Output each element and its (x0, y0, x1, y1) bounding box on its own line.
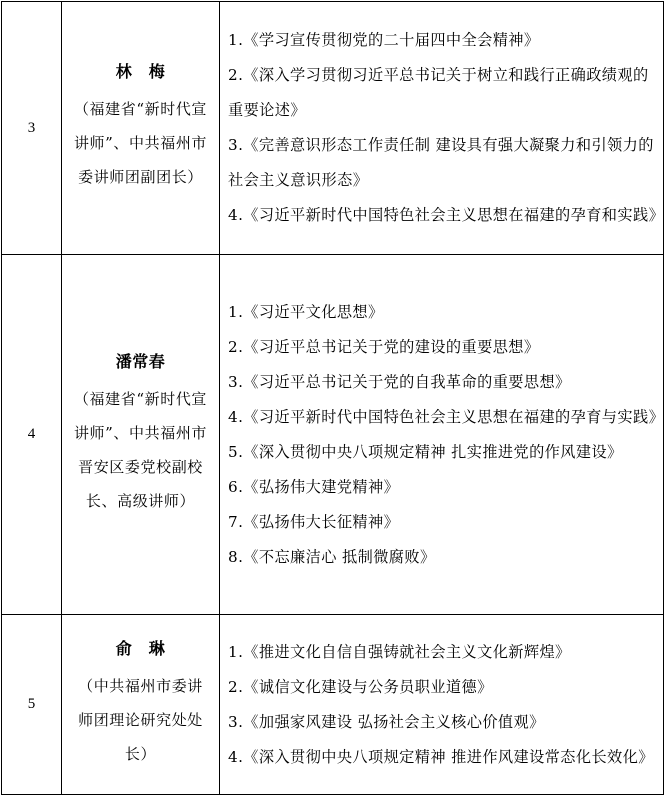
topic-item: 4.《习近平新时代中国特色社会主义思想在福建的孕育和实践》 (228, 206, 665, 224)
topics-cell (220, 2, 664, 255)
topic-item: 6.《弘扬伟大建党精神》 (228, 477, 400, 496)
topic-item: 2.《习近平总书记关于党的建设的重要思想》 (228, 337, 540, 356)
topic-item: 1.《习近平文化思想》 (228, 302, 384, 321)
lecturer-name: 林 梅 (115, 62, 166, 81)
topic-item: 4.《习近平新时代中国特色社会主义思想在福建的孕育与实践》 (228, 407, 665, 426)
topic-item: 2.《诚信文化建设与公务员职业道德》 (228, 677, 493, 696)
lecturer-title: （中共福州市委讲师团理论研究处处长） (78, 676, 203, 763)
lecturer-cell (62, 615, 220, 795)
lecturer-table (1, 1, 664, 795)
topic-item: 8.《不忘廉洁心 抵制微腐败》 (228, 547, 436, 566)
lecturer-title: （福建省“新时代宣讲师”、中共福州市委讲师团副团长） (73, 100, 208, 186)
table-row (2, 615, 664, 795)
topics-cell (220, 615, 664, 795)
topic-item: 5.《深入贯彻中央八项规定精神 扎实推进党的作风建设》 (228, 442, 623, 461)
lecturer-cell (62, 255, 220, 615)
table-row (2, 255, 664, 615)
lecturer-cell (62, 2, 220, 255)
lecturer-name: 潘常春 (115, 351, 166, 371)
topic-item: 3.《习近平总书记关于党的自我革命的重要思想》 (228, 372, 571, 391)
table-row (2, 2, 664, 255)
topic-item: 1.《推进文化自信自强铸就社会主义文化新辉煌》 (228, 642, 571, 661)
topic-item: 3.《加强家风建设 弘扬社会主义核心价值观》 (228, 712, 545, 731)
row-number: 3 (2, 2, 62, 255)
row-number: 4 (2, 255, 62, 615)
topic-item: 1.《学习宣传贯彻党的二十届四中全会精神》 (228, 31, 540, 49)
topic-item: 2.《深入学习贯彻习近平总书记关于树立和践行正确政绩观的重要论述》 (228, 66, 649, 119)
row-number: 5 (2, 615, 62, 795)
lecturer-name: 俞 琳 (115, 638, 166, 658)
topics-cell (220, 255, 664, 615)
topic-item: 4.《深入贯彻中央八项规定精神 推进作风建设常态化长效化》 (228, 747, 654, 766)
topic-item: 3.《完善意识形态工作责任制 建设具有强大凝聚力和引领力的社会主义意识形态》 (228, 136, 654, 189)
lecturer-title: （福建省“新时代宣讲师”、中共福州市晋安区委党校副校长、高级讲师） (73, 389, 208, 510)
topic-item: 7.《弘扬伟大长征精神》 (228, 512, 400, 531)
